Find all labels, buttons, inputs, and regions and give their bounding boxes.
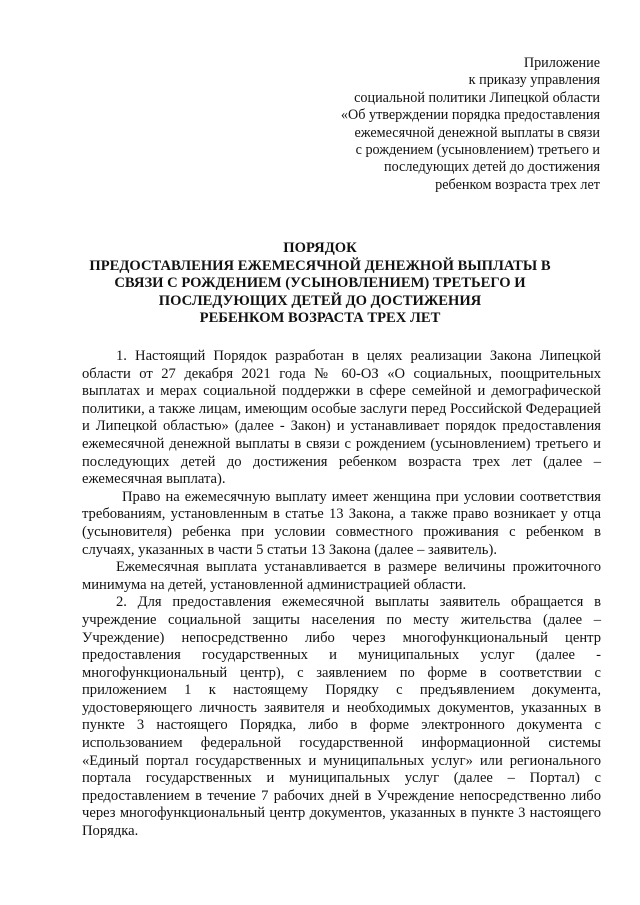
appendix-line: «Об утверждении порядка предоставления [340,107,600,124]
paragraph-right-to-payment: Право на ежемесячную выплату имеет женщина при условии соответствия требованиям, установленным в статье 13 Закона, а также право возникает у отца (усыновителя) ребенка при условии совместного проживания с ребенком в случаях, указанных в части 5 статьи 13 Закона (далее – заявитель). [82,488,601,558]
title-line: РЕБЕНКОМ ВОЗРАСТА ТРЕХ ЛЕТ [199,310,441,327]
paragraph-payment-amount: Ежемесячная выплата устанавливается в размере величины прожиточного минимума на детей, установленной администрацией области. [82,559,601,593]
appendix-line: ежемесячной денежной выплаты в связи [354,124,600,141]
title-line: ПОРЯДОК [283,240,357,256]
paragraph-2: 2. Для предоставления ежемесячной выплаты заявитель обращается в учреждение социальной защиты населения по месту жительства (далее – Учреждение) непосредственно либо через многофункциональный центр предоставления государственных и муниципальных услуг (далее - многофункциональный центр), с заявлением по форме в соответствии с приложением 1 к настоящему Порядку с предъявлением документа, удостоверяющего личность заявителя и необходимых документов, указанных в пункте 3 настоящего Порядка, либо в форме электронного документа с использованием федеральной государственной информационной системы «Единый портал государственных и муниципальных услуг» или регионального портала государственных и муниципальных услуг (далее – Портал) с предоставлением в течение 7 рабочих дней в Учреждение непосредственно либо через многофункциональный центр документов, указанных в пункте 3 настоящего Порядка. [82,594,601,840]
appendix-line: с рождением (усыновлением) третьего и [355,142,600,159]
appendix-line: Приложение [523,55,600,71]
title-line: ПРЕДОСТАВЛЕНИЯ ЕЖЕМЕСЯЧНОЙ ДЕНЕЖНОЙ ВЫПЛАТЫ В [89,257,551,274]
title-line: ПОСЛЕДУЮЩИХ ДЕТЕЙ ДО ДОСТИЖЕНИЯ [158,292,482,309]
appendix-line: социальной политики Липецкой области [354,89,600,106]
document-title [70,240,570,328]
appendix-line: ребенком возраста трех лет [435,176,600,193]
document-body [82,348,601,841]
appendix-line: последующих детей до достижения [384,159,600,176]
appendix-header [300,55,600,194]
appendix-line: к приказу управления [468,72,600,89]
paragraph-1: 1. Настоящий Порядок разработан в целях реализации Закона Липецкой области от 27 декабря 2021 года № 60-ОЗ «О социальных, поощрительных выплатах и мерах социальной поддержки в сфере семейной и демографической политики, а также лицам, имеющим особые заслуги перед Российской Федерацией и Липецкой областью» (далее - Закон) и устанавливает порядок предоставления ежемесячной денежной выплаты в связи с рождением (усыновлением) третьего и последующих детей до достижения ребенком возраста трех лет (далее – ежемесячная выплата). [82,348,601,488]
title-line: СВЯЗИ С РОЖДЕНИЕМ (УСЫНОВЛЕНИЕМ) ТРЕТЬЕГО И [114,275,526,292]
